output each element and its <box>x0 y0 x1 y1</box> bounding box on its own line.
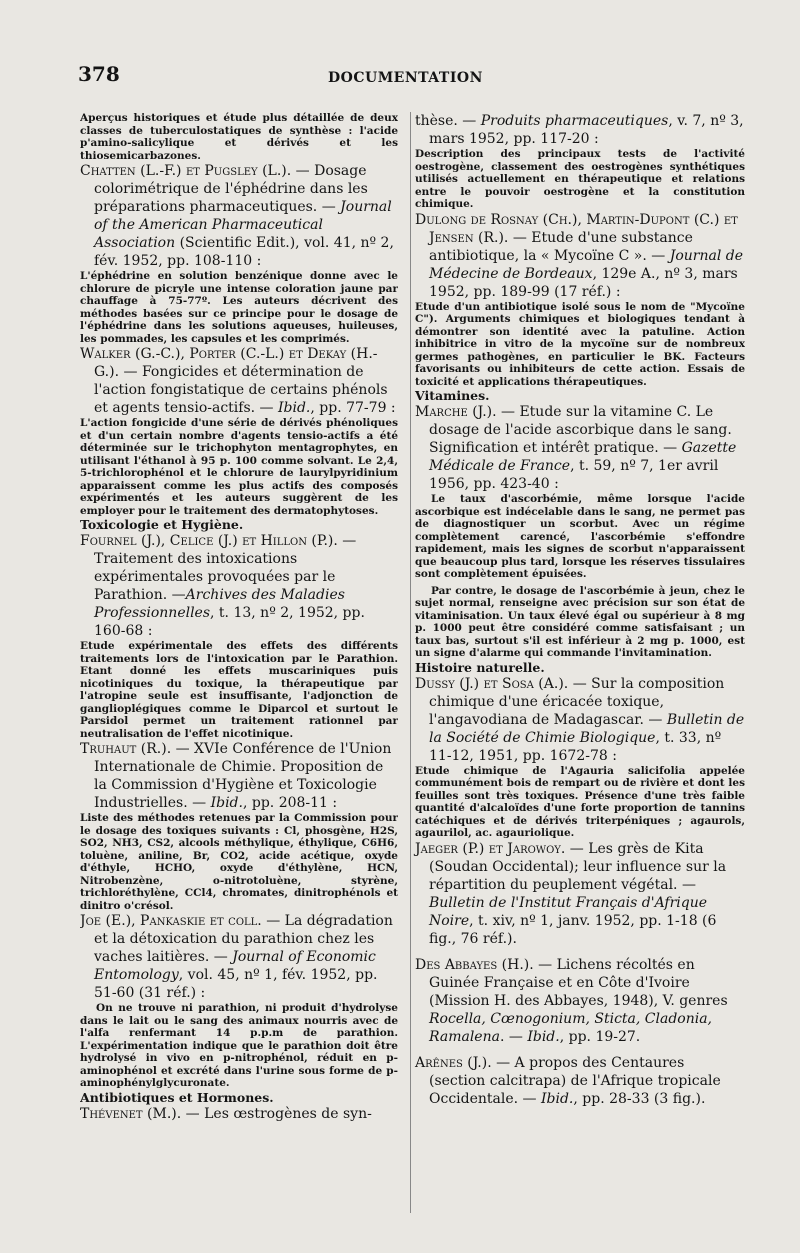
entry-authors: Arênes (J.). <box>415 1054 492 1071</box>
abstract: Etude d'un antibiotique isolé sous le nom de "Mycoïne C"). Arguments chimiques et biologiques tendant à démontrer son identité avec la patuline. Action inhibitrice in vitro de la mycoïne sur de nombreux germes pathogènes, en particulier le BK. Facteurs favorisants ou inhibiteurs de cette action. Essais de toxicité et applications thérapeutiques. <box>415 300 745 388</box>
left-column <box>80 112 398 1213</box>
entry-authors: Fournel (J.), Celice (J.) et Hillon (P.). <box>80 533 338 549</box>
entry-reference: , pp. 77-79 : <box>310 400 396 416</box>
abstract: Description des principaux tests de l'activité oestrogène, classement des oestrogènes synthétiques utilisés actuellement en thérapeutique et relations entre le pouvoir oestrogène et la constitution chimique. <box>415 148 745 210</box>
entry-title: — Dosage colorimétrique de l'éphédrine dans les préparations pharmaceutiques. — <box>94 163 368 215</box>
entry-authors: Dulong de Rosnay (Ch.), Martin-Dupont (C.) et Jensen (R.). <box>415 211 738 246</box>
page-header <box>78 62 760 92</box>
entry-authors: Jaeger (P.) et Jarowoy. <box>415 840 566 857</box>
running-title: DOCUMENTATION <box>328 70 483 86</box>
entry-title: — Les œstrogènes de syn- <box>181 1105 372 1122</box>
entry-separator: . — <box>499 1028 528 1045</box>
entry-reference: , t. 33, nº 11-12, 1951, pp. 1672-78 : <box>429 729 722 764</box>
bibliography-entry-continued <box>415 112 745 148</box>
bibliography-entry <box>415 403 745 493</box>
bibliography-entry <box>415 675 745 765</box>
entry-journal: Ibid. <box>527 1028 560 1045</box>
entry-authors: Chatten (L.-F.) et Pugsley (L.). <box>80 163 292 179</box>
abstract: Aperçus historiques et étude plus détaillée de deux classes de tuberculostatiques de synthèse : l'acide p'amino-salicylique et dérivés et les thiosemicarbazones. <box>80 112 398 162</box>
entry-journal: Ibid. <box>541 1090 574 1107</box>
section-heading: Histoire naturelle. <box>415 659 545 675</box>
entry-title: — Lichens récoltés en Guinée Française et en Côte d'Ivoire (Mission H. des Abbayes, 1948), V. genres <box>429 956 728 1009</box>
entry-authors: Dussy (J.) et Sosa (A.). <box>415 675 569 692</box>
entry-reference: , t. 59, nº 7, 1er avril 1956, pp. 423-40 : <box>429 458 719 492</box>
entry-journal: Ibid. <box>210 795 243 811</box>
entry-journal: Produits pharmaceutiques <box>480 113 669 129</box>
bibliography-entry <box>415 956 745 1046</box>
entry-authors: Joe (E.), Pankaskie et coll. <box>80 913 262 929</box>
bibliography-entry <box>80 1105 398 1123</box>
bibliography-entry <box>415 211 745 301</box>
entry-authors: Marche (J.). <box>415 404 497 420</box>
entry-journal: Archives des Maladies Professionnelles <box>94 587 345 621</box>
entry-reference: , pp. 28-33 (3 fig.). <box>573 1090 706 1107</box>
entry-reference: , t. xiv, nº 1, janv. 1952, pp. 1-18 (6 fig., 76 réf.). <box>429 912 717 947</box>
right-column <box>410 112 745 1213</box>
entry-reference: , pp. 19-27. <box>559 1028 641 1045</box>
entry-authors: Walker (G.-C.), Porter (C.-L.) et Dekay (H.-G.). <box>80 346 378 380</box>
abstract: L'éphédrine en solution benzénique donne avec le chlorure de picryle une intense coloration jaune par chauffage à 75-77º. Les auteurs décrivent des méthodes basées sur ce principe pour le dosage de l'éphédrine dans les solutions aqueuses, huileuses, les pommades, les capsules et les comprimés. <box>80 270 398 345</box>
section-heading: Toxicologie et Hygiène. <box>80 517 244 532</box>
entry-authors: Thévenet (M.). <box>80 1105 182 1122</box>
entry-reference: (Scientific Edit.), vol. 41, nº 2, fév. 1952, pp. 108-110 : <box>94 235 394 269</box>
entry-journal: Journal de Médecine de Bordeaux <box>429 247 744 282</box>
entry-title: — Les grès de Kita (Soudan Occidental); leur influence sur la répartition du peuplement végétal. — <box>429 840 727 893</box>
entry-title: — XVIe Conférence de l'Union Internationale de Chimie. Proposition de la Commission d'Hygiène et Toxicologie Industrielles. — <box>94 741 392 811</box>
entry-reference: , 129e A., nº 3, mars 1952, pp. 189-99 (17 réf.) : <box>429 265 738 300</box>
entry-authors: Truhaut (R.). <box>80 741 172 757</box>
abstract: Le taux d'ascorbémie, même lorsque l'acide ascorbique est indécelable dans le sang, ne permet pas de diagnostiquer un scorbut. Avec un régime complètement carencé, l'ascorbémie s'effondre rapidement, mais les signes de scorbut n'apparaissent que beaucoup plus tard, lorsque les réserves tissulaires sont complètement épuisées. <box>415 493 745 580</box>
entry-title: — La dégradation et la détoxication du parathion chez les vaches laitières. — <box>94 913 393 965</box>
bibliography-entry <box>80 740 398 812</box>
entry-reference: , pp. 208-11 : <box>242 795 338 811</box>
abstract: Par contre, le dosage de l'ascorbémie à jeun, chez le sujet normal, renseigne avec précision sur son état de vitaminisation. Un taux élevé égal ou supérieur à 8 mg p. 1000 peut être considéré comme satisfaisant ; un taux bas, surtout s'il est inférieur à 2 mg p. 1000, est un signe d'alarme qui commande l'invitamination. <box>415 584 745 659</box>
entry-title: — Traitement des intoxications expérimentales provoquées par le Parathion. — <box>94 533 357 603</box>
entry-title: — Etude d'une substance antibiotique, la « Mycoïne C ». — <box>429 229 693 264</box>
bibliography-entry <box>80 532 398 640</box>
entry-title: — Etude sur la vitamine C. Le dosage de l'acide ascorbique dans le sang. Signification et intérêt pratique. — <box>429 404 732 456</box>
bibliography-entry <box>415 1054 745 1108</box>
entry-reference: , t. 13, nº 2, 1952, pp. 160-68 : <box>94 605 365 639</box>
entry-journal: Bulletin de la Société de Chimie Biologique <box>429 711 745 746</box>
bibliography-entry <box>415 840 745 948</box>
entry-journal: Ibid. <box>278 400 311 416</box>
entry-title: — Fongicides et détermination de l'action fongistatique de certains phénols et agents tensio-actifs. — <box>94 364 388 416</box>
entry-journal: Journal of the American Pharmaceutical Association <box>94 199 392 251</box>
abstract: Liste des méthodes retenues par la Commission pour le dosage des toxiques suivants : Cl, phosgène, H2S, SO2, NH3, CS2, alcools méthylique, éthylique, C6H6, toluène, aniline, Br, CO2, acide acétique, oxyde d'éthyle, HCHO, oxyde d'éthylène, HCN, Nitrobenzène, o-nitrotoluène, styrène, trichloréthylène, CCl4, chromates, dinitrophénols et dinitro o'crésol. <box>80 812 398 912</box>
entry-genres: Rocella, Cœnogonium, Sticta, Cladonia, Ramalena <box>429 1010 713 1045</box>
entry-title: — A propos des Centaures (section calcitrapa) de l'Afrique tropicale Occidentale. — <box>429 1054 721 1107</box>
page-number: 378 <box>78 62 120 86</box>
entry-title: thèse. — <box>415 113 481 129</box>
entry-reference: , v. 7, nº 3, mars 1952, pp. 117-20 : <box>429 113 744 147</box>
section-heading: Antibiotiques et Hormones. <box>80 1089 274 1105</box>
section-heading: Vitamines. <box>415 388 490 403</box>
abstract: Etude chimique de l'Agauria salicifolia appelée communément bois de rempart ou de rivière et dont les feuilles sont très toxiques. Présence d'une très faible quantité d'alcaloïdes d'une forte proportion de tannins catéchiques et de dérivés triterpéniques ; agaurols, agaurilol, ac. agauriolique. <box>415 764 745 839</box>
bibliography-entry <box>80 162 398 270</box>
abstract: On ne trouve ni parathion, ni produit d'hydrolyse dans le lait ou le sang des animaux nourris avec de l'alfa renfermant 14 p.p.m de parathion. L'expérimentation indique que le parathion doit être hydrolysé in vivo en p-nitrophénol, réduit en p-aminophénol et excrété dans l'urine sous forme de p-aminophénylglycuronate. <box>80 1002 398 1089</box>
entry-authors: Des Abbayes (H.). <box>415 956 534 973</box>
entry-journal: Journal of Economic Entomology <box>94 949 376 983</box>
entry-journal: Gazette Médicale de France <box>429 440 737 474</box>
bibliography-entry <box>80 912 398 1002</box>
abstract: Etude expérimentale des effets des différents traitements lors de l'intoxication par le Parathion. Etant donné les effets muscariniques puis nicotiniques du toxique, la thérapeutique par l'atropine seule est insuffisante, l'adjonction de ganglioplégiques comme le Diparcol et surtout le Parsidol permet un traitement rationnel par neutralisation de l'effet nicotinique. <box>80 640 398 740</box>
bibliography-entry <box>80 345 398 417</box>
abstract: L'action fongicide d'une série de dérivés phénoliques et d'un certain nombre d'agents tensio-actifs a été déterminée sur le trichophyton mentagrophytes, en utilisant l'éthanol à 95 p. 100 comme solvant. Le 2,4, 5-trichlorophénol et le chlorure de laurylpyridinium apparaissent comme les plus actifs des composés expérimentés et les auteurs suggèrent de les employer pour le traitement des dermatophytoses. <box>80 417 398 517</box>
entry-title: — Sur la composition chimique d'une éricacée toxique, l'angavodiana de Madagascar. — <box>429 675 725 728</box>
entry-reference: , vol. 45, nº 1, fév. 1952, pp. 51-60 (31 réf.) : <box>94 967 378 1001</box>
entry-journal: Bulletin de l'Institut Français d'Afrique Noire <box>429 894 708 929</box>
